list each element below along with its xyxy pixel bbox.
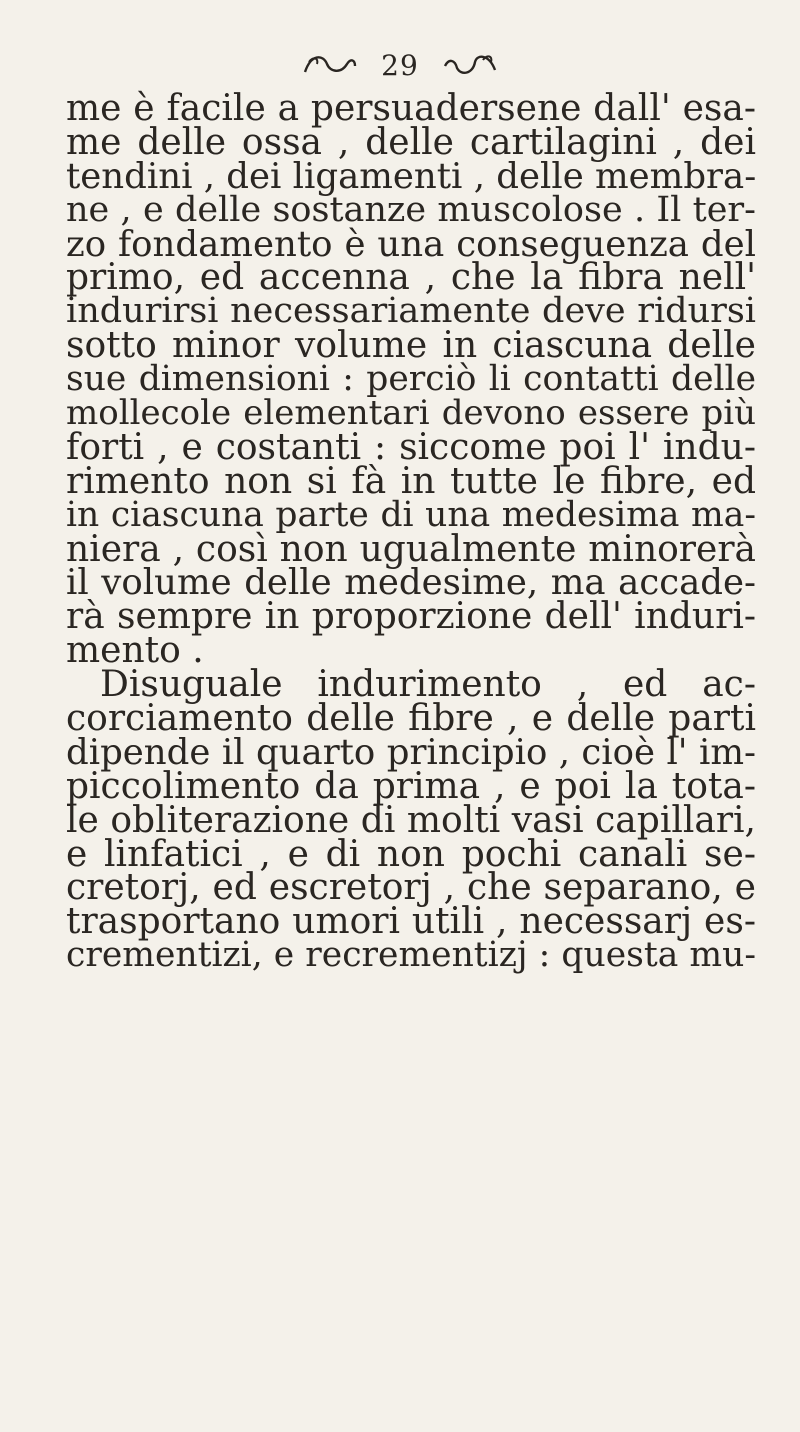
paragraph-1 [66,88,757,672]
text-line: le obliterazione di molti vasi capillari, [66,799,756,841]
paragraph-2 [66,664,756,976]
text-line: rà sempre in proporzione dell' induri- [66,596,756,638]
text-line: mollecole elementari devono essere più [66,393,756,434]
text-line: niera , così non ugualmente minorerà [66,528,756,570]
text-line: il volume delle medesime, ma accade- [66,562,756,604]
text-line: primo, ed accenna , che la fibra nell' [66,257,756,299]
text-line: dipende il quarto principio , cioè l' im- [66,731,756,773]
text-line: me è facile a persuadersene dall' esa- [66,88,756,129]
text-line: mento . [66,630,204,672]
page-header [0,40,800,90]
text-line: Disuguale indurimento , ed ac- [100,664,756,706]
text-line: crementizi, e recrementizj : questa mu- [66,935,756,976]
text-line: me delle ossa , delle cartilagini , dei [66,121,756,163]
page-number: 29 [381,48,419,82]
text-line: corciamento delle fibre , e delle parti [66,698,756,740]
text-line: tendini , dei ligamenti , delle membra- [66,155,757,197]
text-line: ne , e delle sostanze muscolose . Il ter- [66,189,756,230]
fleuron-right-icon [441,50,499,80]
fleuron-left-icon [301,50,359,80]
text-line: piccolimento da prima , e poi la tota- [66,765,756,807]
text-line: in ciascuna parte di una medesima ma- [66,494,756,535]
text-line: rimento non si fà in tutte le fibre, ed [66,460,756,502]
text-line: indurirsi necessariamente deve ridursi [66,291,756,332]
text-line: e linfatici , e di non pochi canali se- [66,833,756,875]
text-line: sotto minor volume in ciascuna delle [66,325,756,367]
text-line: sue dimensioni : perciò li contatti delle [66,359,756,400]
text-line: forti , e costanti : siccome poi l' indu- [66,426,756,468]
text-line: zo fondamento è una conseguenza del [66,223,756,265]
body-text [66,88,757,976]
text-line: trasportano umori utili , necessarj es- [66,901,756,943]
text-line: cretorj, ed escretorj , che separano, e [66,867,756,909]
